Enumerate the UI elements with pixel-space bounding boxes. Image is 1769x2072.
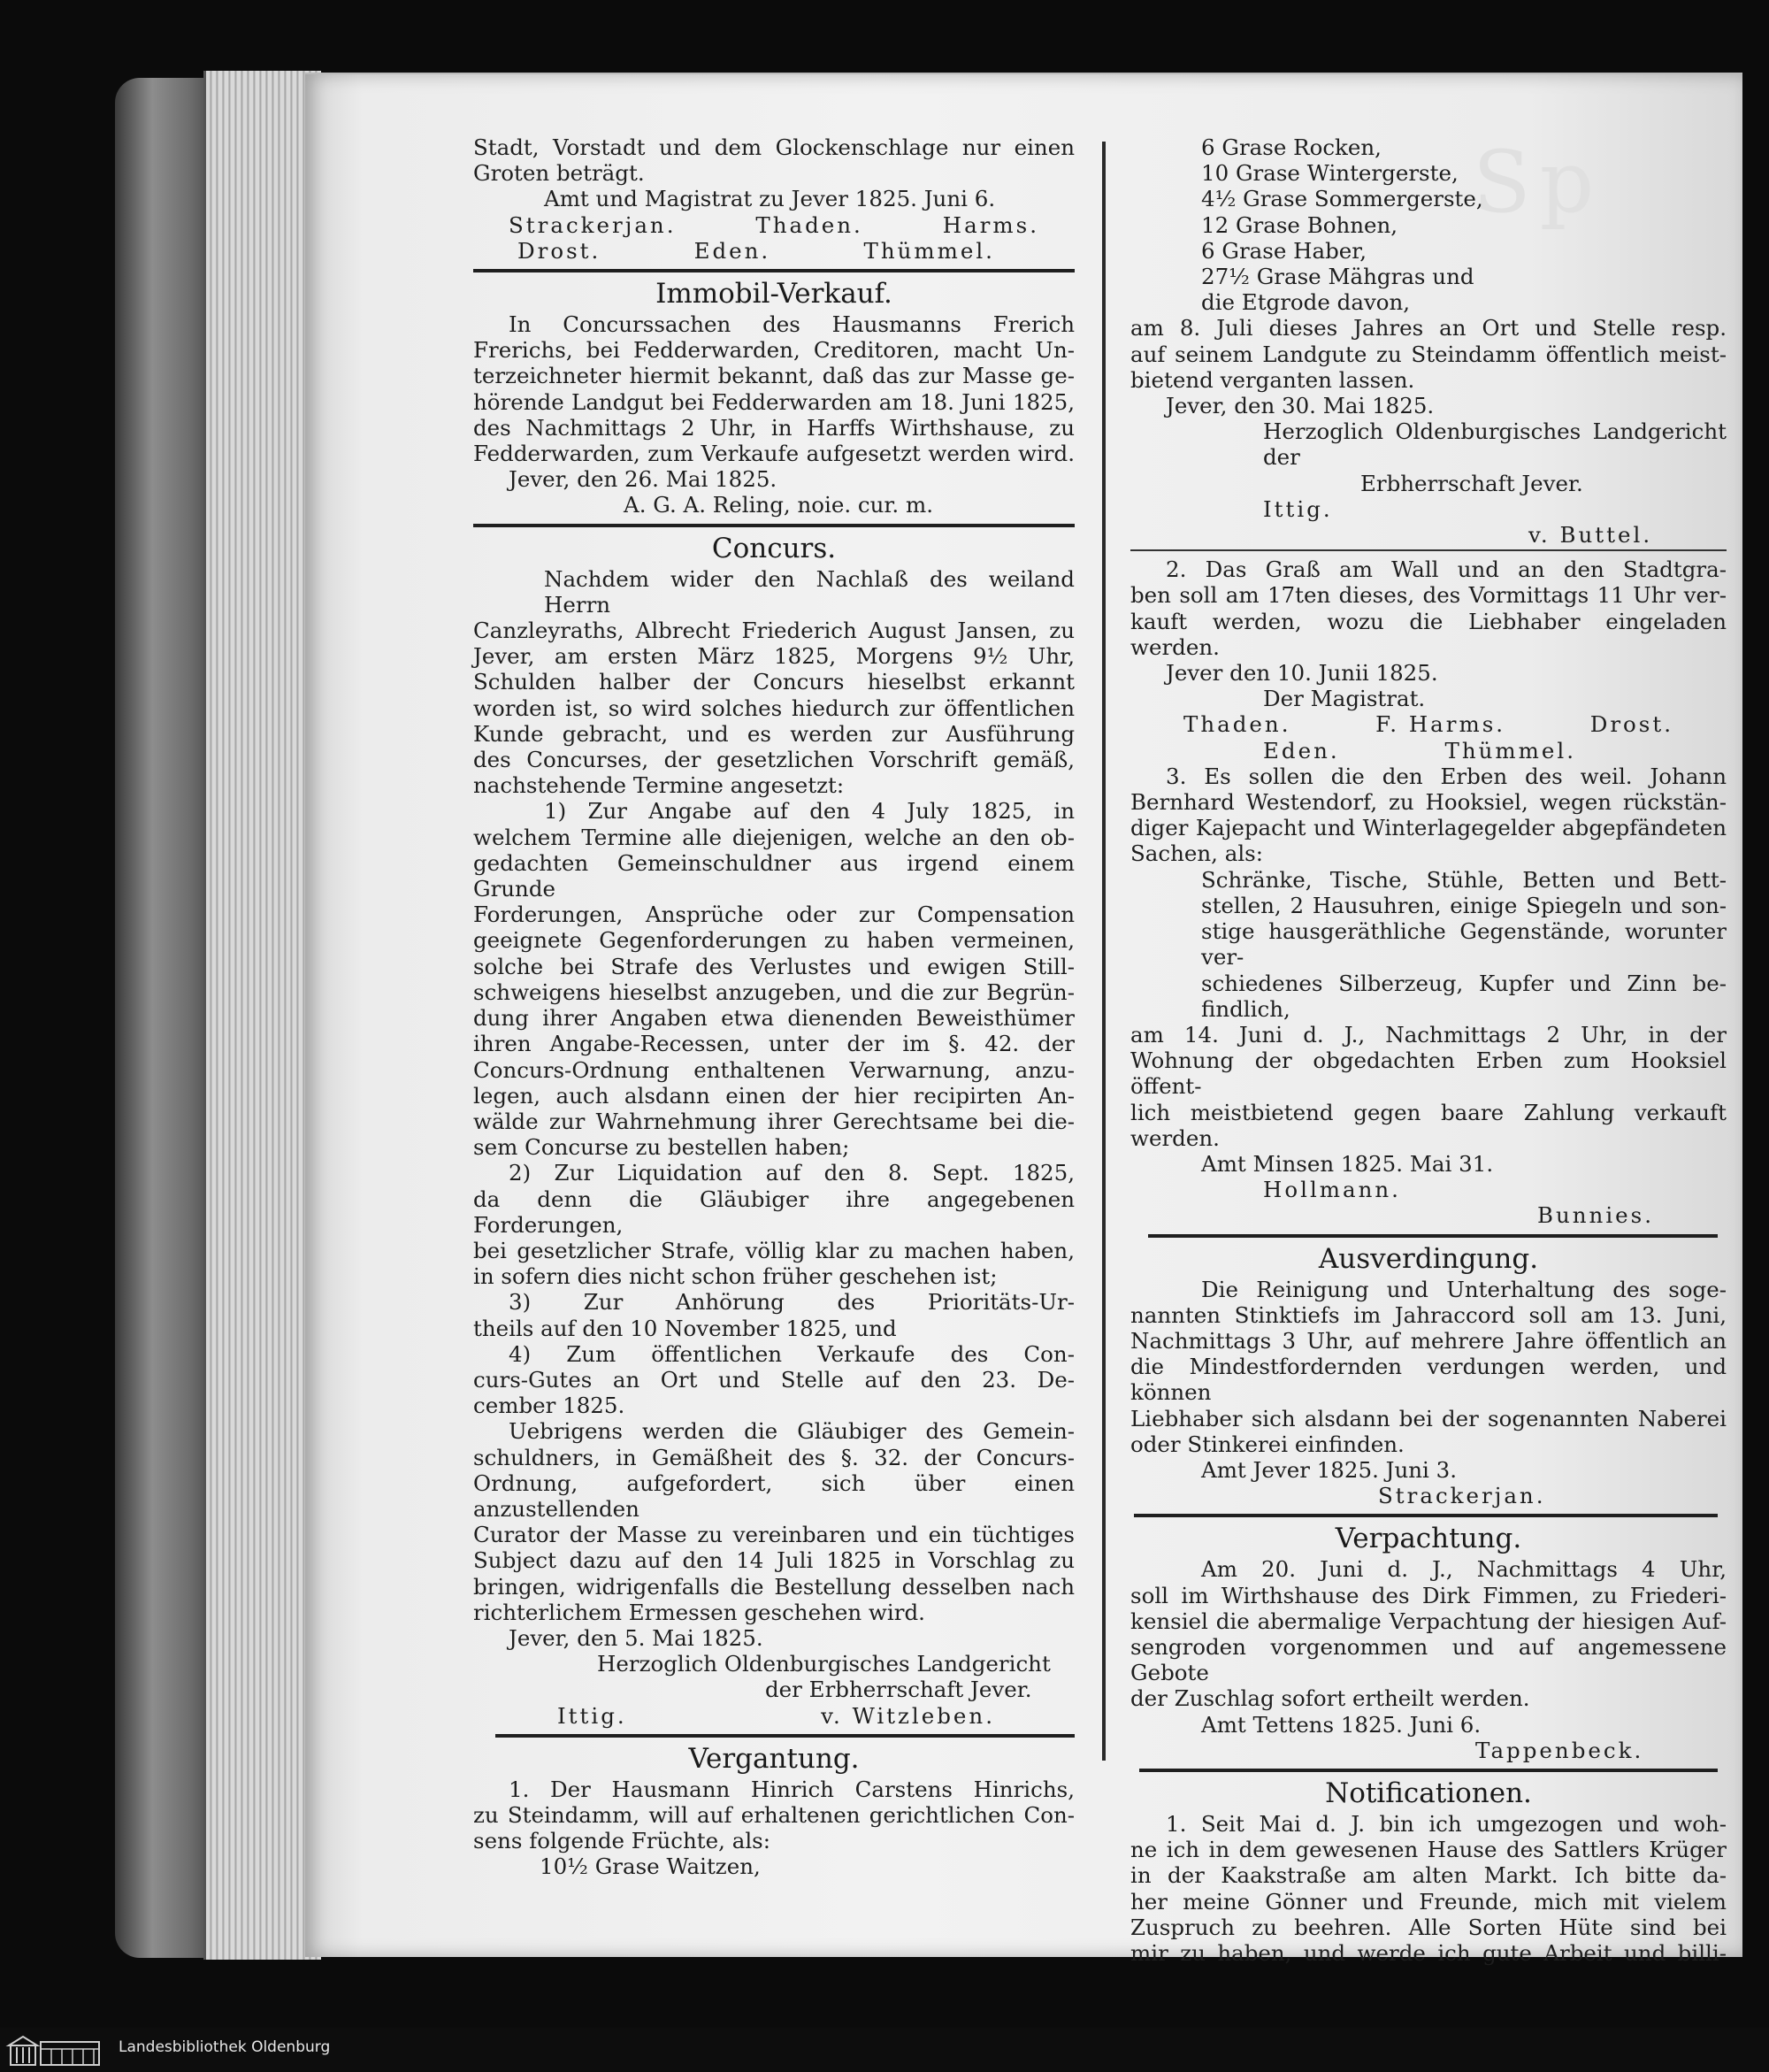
section-heading: Verpachtung. <box>1335 1523 1522 1555</box>
text-line: stige hausgeräthliche Gegenstände, worunter ver- <box>1201 918 1727 971</box>
text-line: des Concurses, der gesetzlichen Vorschrift gemäß, <box>473 747 1075 773</box>
section-heading: Concurs. <box>711 532 837 564</box>
signature-row <box>1130 738 1727 764</box>
signature: Ittig. <box>557 1702 627 1729</box>
text-line: Liebhaber sich alsdann bei der sogenannten Naberei <box>1130 1405 1727 1431</box>
text-line: ben soll am 17ten dieses, des Vormittags 11 Uhr ver- <box>1130 582 1727 609</box>
footer-bar <box>0 2028 1769 2072</box>
text-line: lich meistbietend gegen baare Zahlung verkauft werden. <box>1130 1099 1727 1151</box>
text-line: Concurs-Ordnung enthaltenen Verwarnung, anzu- <box>473 1056 1075 1083</box>
list-item: 6 Grase Rocken, <box>1201 134 1382 160</box>
text-line: gedachten Gemeinschuldner aus irgend einem Grunde <box>473 849 1075 902</box>
text-line: richterlichem Ermessen geschehen wird. <box>473 1599 925 1625</box>
date-line: Jever, den 30. Mai 1825. <box>1166 393 1435 419</box>
text-line: schweigens hieselbst anzugeben, und die zur Begrün- <box>473 978 1075 1005</box>
text-line: solche bei Strafe des Verlustes und ewigen Still- <box>473 953 1075 979</box>
text-line: Sachen, als: <box>1130 840 1264 867</box>
text-line: schuldners, in Gemäßheit des §. 32. der Concurs- <box>473 1444 1075 1470</box>
text-line: Zuspruch zu beehren. Alle Sorten Hüte sind bei <box>1130 1914 1727 1940</box>
list-item: die Etgrode davon, <box>1201 289 1411 316</box>
section-heading: Vergantung. <box>688 1742 860 1775</box>
text-line: cember 1825. <box>473 1393 625 1419</box>
text-line: auf seinem Landgute zu Steindamm öffentlich meist- <box>1130 341 1727 367</box>
text-line: in der Kaakstraße am alten Markt. Ich bitte da- <box>1130 1862 1727 1889</box>
text-line: ne ich in dem gewesenen Hause des Sattlers Krüger <box>1130 1837 1727 1863</box>
text-line: Die Reinigung und Unterhaltung des soge- <box>1201 1276 1727 1302</box>
authority-line: Amt und Magistrat zu Jever 1825. Juni 6. <box>544 186 996 212</box>
text-line: Subject dazu auf den 14 Juli 1825 in Vorschlag zu <box>473 1547 1075 1574</box>
text-line: in sofern dies nicht schon früher geschehen ist; <box>473 1263 998 1290</box>
signature: Thaden. <box>1183 711 1291 738</box>
text-line: Schulden halber der Concurs hieselbst erkannt <box>473 669 1075 695</box>
text-line: stellen, 2 Hausuhren, einige Spiegeln und son- <box>1201 892 1727 918</box>
authority-line: Der Magistrat. <box>1263 686 1426 712</box>
text-line: worden ist, so wird solches hiedurch zur öffentlichen <box>473 695 1075 721</box>
text-line: des Nachmittags 2 Uhr, in Harffs Wirthshause, zu <box>473 414 1075 441</box>
right-column <box>1130 134 1727 1966</box>
text-line: bringen, widrigenfalls die Bestellung desselben nach <box>473 1573 1075 1600</box>
section-heading: Immobil-Verkauf. <box>655 278 892 311</box>
section-rule <box>1134 1514 1718 1517</box>
text-line: 4) Zum öffentlichen Verkaufe des Con- <box>509 1340 1075 1367</box>
text-line: diger Kajepacht und Winterlagegelder abgepfändeten <box>1130 815 1727 841</box>
signature: Eden. <box>1263 737 1340 764</box>
signature: v. Buttel. <box>1528 522 1653 549</box>
signature: Strackerjan. <box>1378 1483 1546 1509</box>
text-line: sengroden vorgenommen und auf angemessene Gebote <box>1130 1633 1727 1686</box>
signature: Drost. <box>1589 711 1673 738</box>
list-item: 27½ Grase Mähgras und <box>1201 264 1474 290</box>
court-line: Erbherrschaft Jever. <box>1360 470 1583 496</box>
signature: Thümmel. <box>863 237 995 264</box>
text-line: ihren Angabe-Recessen, unter der im §. 42. der <box>473 1031 1075 1057</box>
signature: Thümmel. <box>1444 737 1576 764</box>
text-line: Fedderwarden, zum Verkaufe aufgesetzt werden wird. <box>473 441 1075 467</box>
signature: Hollmann. <box>1263 1177 1401 1203</box>
text-line: 1. Der Hausmann Hinrich Carstens Hinrichs, <box>509 1776 1075 1802</box>
court-line: Herzoglich Oldenburgisches Landgericht <box>597 1651 1051 1677</box>
text-line: am 8. Juli dieses Jahres an Ort und Stelle resp. <box>1130 315 1727 341</box>
text-line: her meine Gönner und Freunde, mich mit vielem <box>1130 1888 1727 1915</box>
text-line: theils auf den 10 November 1825, und <box>473 1315 897 1341</box>
list-item: 6 Grase Haber, <box>1201 237 1367 264</box>
text-line: am 14. Juni d. J., Nachmittags 2 Uhr, in der <box>1130 1021 1727 1048</box>
text-line: schiedenes Silberzeug, Kupfer und Zinn be- <box>1201 970 1727 996</box>
text-line: Kunde gebracht, und es werden zur Ausführung <box>473 720 1075 747</box>
text-line: die Mindestfordernden verdungen werden, und können <box>1130 1354 1727 1406</box>
signature: v. Witzleben. <box>821 1702 995 1729</box>
text-line: Wohnung der obgedachten Erben zum Hooksiel öffent- <box>1130 1048 1727 1100</box>
signature: Drost. <box>517 237 601 264</box>
text-line: terzeichneter hiermit bekannt, daß das zur Masse ge- <box>473 363 1075 389</box>
institution-label: Landesbibliothek Oldenburg <box>119 2038 331 2056</box>
section-heading: Ausverdingung. <box>1318 1242 1539 1275</box>
text-line: In Concurssachen des Hausmanns Frerich <box>509 311 1075 338</box>
text-line: Canzleyraths, Albrecht Friederich August Jansen, zu <box>473 618 1075 644</box>
text-line: Nachmittags 3 Uhr, auf mehrere Jahre öffentlich an <box>1130 1327 1727 1354</box>
library-building-icon <box>5 2033 103 2068</box>
text-line: nannten Stinktiefs im Jahraccord soll am 13. Juni, <box>1130 1301 1727 1328</box>
text-line: kensiel die abermalige Verpachtung der hiesigen Auf- <box>1130 1608 1727 1634</box>
text-line: 1) Zur Angabe auf den 4 July 1825, in <box>544 798 1075 825</box>
text-line: sens folgende Früchte, als: <box>473 1828 770 1854</box>
text-line: 10½ Grase Waitzen, <box>540 1853 761 1880</box>
signature: Thaden. <box>755 211 863 238</box>
text-line: da denn die Gläubiger ihre angegebenen Forderungen, <box>473 1186 1075 1238</box>
date-line: Jever, den 5. Mai 1825. <box>509 1624 763 1651</box>
signature-row <box>1130 711 1727 737</box>
left-column <box>473 134 1075 1880</box>
list-item: 12 Grase Bohnen, <box>1201 211 1398 238</box>
bleed-through-text: Sp <box>1473 133 1604 232</box>
text-line: dung ihrer Angaben etwa dienenden Beweisthümer <box>473 1005 1075 1032</box>
signature-row <box>473 238 1075 264</box>
fruit-list <box>1130 134 1727 315</box>
section-rule <box>1130 549 1727 551</box>
concurs-notice <box>473 566 1075 1729</box>
page-edges <box>203 71 321 1960</box>
signature: F. Harms. <box>1375 711 1506 738</box>
signature: Bunnies. <box>1537 1202 1655 1229</box>
text-line: kauft werden, wozu die Liebhaber eingeladen werden. <box>1130 608 1727 660</box>
authority-line: Amt Jever 1825. Juni 3. <box>1201 1456 1458 1483</box>
text-line: Frerichs, bei Fedderwarden, Creditoren, macht Un- <box>473 337 1075 364</box>
text-line: geeignete Gegenforderungen zu haben vermeinen, <box>473 927 1075 954</box>
immobil-notice <box>473 311 1075 518</box>
text-line: der Zuschlag sofort ertheilt werden. <box>1130 1685 1530 1712</box>
text-line: Jever, am ersten März 1825, Morgens 9½ Uhr, <box>473 643 1075 670</box>
text-line: bei gesetzlicher Strafe, völlig klar zu machen haben, <box>473 1237 1075 1263</box>
column-divider <box>1102 142 1106 1761</box>
text-line: zu Steindamm, will auf erhaltenen gerichtlichen Con- <box>473 1801 1075 1828</box>
signature-row <box>473 212 1075 238</box>
text-line: welchem Termine alle diejenigen, welche an den ob- <box>473 824 1075 850</box>
signature: Harms. <box>942 211 1039 238</box>
section-rule <box>495 1734 1075 1738</box>
list-item: 4½ Grase Sommergerste, <box>1201 186 1483 212</box>
list-item: 10 Grase Wintergerste, <box>1201 160 1459 187</box>
text-line: Ordnung, aufgefordert, sich über einen anzustellenden <box>473 1470 1075 1522</box>
section-rule <box>473 269 1075 272</box>
text-line: Schränke, Tische, Stühle, Betten und Bett- <box>1201 866 1727 893</box>
section-rule <box>473 524 1075 527</box>
vergantung-notice <box>473 1777 1075 1880</box>
signature: Ittig. <box>1263 495 1333 522</box>
text-line: Groten beträgt. <box>473 160 645 187</box>
date-line: Jever, den 26. Mai 1825. <box>509 466 777 493</box>
text-line: hörende Landgut bei Fedderwarden am 18. Juni 1825, <box>473 388 1075 415</box>
text-line: Forderungen, Ansprüche oder zur Compensation <box>473 902 1075 928</box>
court-line: der Erbherrschaft Jever. <box>765 1677 1032 1703</box>
text-line: findlich, <box>1201 995 1290 1022</box>
signature: Strackerjan. <box>509 211 677 238</box>
text-line: mir zu haben, und werde ich gute Arbeit und billi- <box>1130 1940 1727 1966</box>
court-line: Herzoglich Oldenburgisches Landgericht der <box>1263 418 1727 471</box>
text-line: soll im Wirthshause des Dirk Fimmen, zu Friederi- <box>1130 1582 1727 1608</box>
text-line: Bernhard Westendorf, zu Hooksiel, wegen rückstän- <box>1130 789 1727 816</box>
text-line: curs-Gutes an Ort und Stelle auf den 23. De- <box>473 1366 1075 1393</box>
authority-line: Amt Minsen 1825. Mai 31. <box>1201 1150 1494 1177</box>
text-line: 1. Seit Mai d. J. bin ich umgezogen und woh- <box>1166 1810 1727 1837</box>
text-line: nachstehende Termine angesetzt: <box>473 772 845 799</box>
signature: A. G. A. Reling, noie. cur. m. <box>624 492 934 518</box>
text-line: Stadt, Vorstadt und dem Glockenschlage nur einen <box>473 134 1075 160</box>
text-line: Uebrigens werden die Gläubiger des Gemein- <box>509 1418 1075 1445</box>
authority-line: Amt Tettens 1825. Juni 6. <box>1201 1711 1482 1738</box>
text-line: Am 20. Juni d. J., Nachmittags 4 Uhr, <box>1201 1556 1727 1583</box>
text-line: wälde zur Wahrnehmung ihrer Gerechtsame bei die- <box>473 1108 1075 1134</box>
signature: Eden. <box>693 237 771 264</box>
signature: Tappenbeck. <box>1475 1737 1644 1763</box>
text-line: 2. Das Graß am Wall und an den Stadtgra- <box>1166 556 1727 583</box>
section-rule <box>1139 1769 1718 1772</box>
text-line: 3. Es sollen die den Erben des weil. Johann <box>1166 763 1727 789</box>
text-line: legen, auch alsdann einen der hier recipirten An- <box>473 1082 1075 1109</box>
text-line: sem Concurse zu bestellen haben; <box>473 1134 850 1161</box>
section-heading: Notificationen. <box>1325 1777 1532 1809</box>
intro-notice <box>473 134 1075 264</box>
text-line: Nachdem wider den Nachlaß des weiland Herrn <box>544 565 1075 618</box>
text-line: oder Stinkerei einfinden. <box>1130 1431 1405 1457</box>
date-line: Jever den 10. Junii 1825. <box>1166 660 1438 687</box>
text-line: 3) Zur Anhörung des Prioritäts-Ur- <box>509 1289 1075 1316</box>
text-line: Curator der Masse zu vereinbaren und ein tüchtiges <box>473 1522 1075 1548</box>
signature-row <box>473 1703 1075 1729</box>
text-line: bietend verganten lassen. <box>1130 366 1415 393</box>
text-line: 2) Zur Liquidation auf den 8. Sept. 1825, <box>509 1160 1075 1186</box>
section-rule <box>1148 1234 1718 1238</box>
